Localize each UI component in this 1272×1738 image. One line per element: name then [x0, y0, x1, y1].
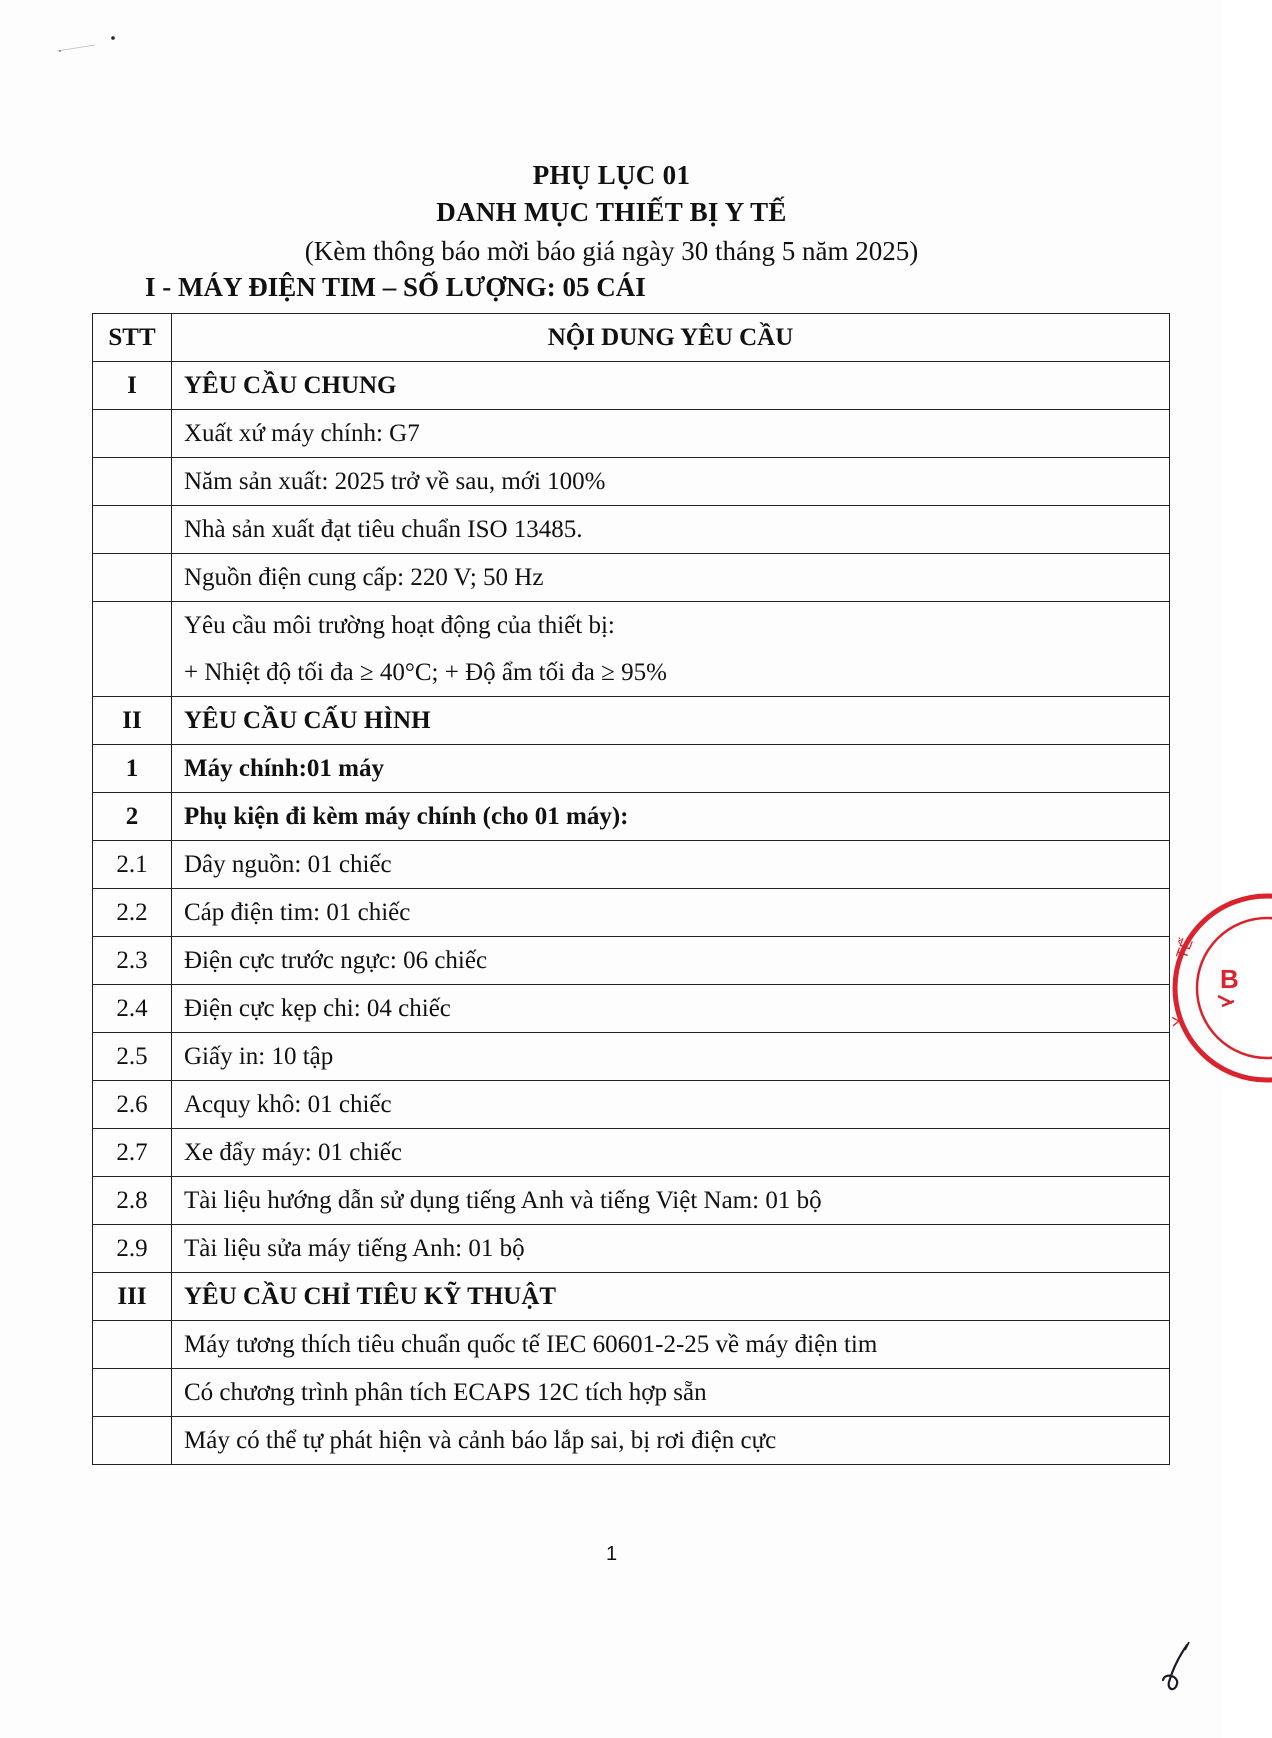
row-content: Tài liệu sửa máy tiếng Anh: 01 bộ	[172, 1225, 1170, 1273]
row-stt: 2.2	[93, 889, 172, 937]
table-row	[93, 458, 1170, 506]
page-number: 1	[605, 1543, 618, 1565]
row-stt: 2.8	[93, 1177, 172, 1225]
table-row	[93, 410, 1170, 458]
row-stt	[93, 506, 172, 554]
row-stt: 2.1	[93, 841, 172, 889]
row-stt	[93, 410, 172, 458]
row-stt: 2.7	[93, 1129, 172, 1177]
notice-note: (Kèm thông báo mời báo giá ngày 30 tháng 5 năm 2025)	[304, 236, 919, 266]
row-stt: 2	[93, 793, 172, 841]
table-row	[93, 506, 1170, 554]
row-stt	[93, 602, 172, 697]
row-stt	[93, 1369, 172, 1417]
table-row	[93, 985, 1170, 1033]
svg-text:TẾ: TẾ	[1173, 936, 1197, 962]
table-row	[93, 697, 1170, 745]
row-content: Giấy in: 10 tập	[172, 1033, 1170, 1081]
row-content: Nguồn điện cung cấp: 220 V; 50 Hz	[172, 554, 1170, 602]
row-content: Điện cực kẹp chi: 04 chiếc	[172, 985, 1170, 1033]
header-content: NỘI DUNG YÊU CẦU	[172, 314, 1170, 362]
table-row	[93, 1177, 1170, 1225]
row-content: Xuất xứ máy chính: G7	[172, 410, 1170, 458]
row-stt: 2.4	[93, 985, 172, 1033]
table-row	[93, 1273, 1170, 1321]
requirements-table	[92, 313, 1170, 1465]
row-stt: 1	[93, 745, 172, 793]
row-stt	[93, 1417, 172, 1465]
table-row	[93, 1225, 1170, 1273]
row-stt	[93, 554, 172, 602]
row-stt: 2.5	[93, 1033, 172, 1081]
svg-text:B: B	[1220, 964, 1239, 994]
table-row	[93, 1369, 1170, 1417]
table-row	[93, 793, 1170, 841]
signature-mark-icon	[1155, 1640, 1195, 1695]
row-stt: 2.6	[93, 1081, 172, 1129]
row-stt	[93, 1321, 172, 1369]
row-content: Acquy khô: 01 chiếc	[172, 1081, 1170, 1129]
row-content: Năm sản xuất: 2025 trở về sau, mới 100%	[172, 458, 1170, 506]
row-content: Máy chính:01 máy	[172, 745, 1170, 793]
row-content: Dây nguồn: 01 chiếc	[172, 841, 1170, 889]
svg-text:Y: Y	[1170, 1015, 1188, 1028]
table-row	[93, 362, 1170, 410]
table-row	[93, 1081, 1170, 1129]
row-stt: 2.3	[93, 937, 172, 985]
table-row	[93, 889, 1170, 937]
scan-speck	[55, 35, 125, 55]
table-row	[93, 745, 1170, 793]
appendix-title: PHỤ LỤC 01	[532, 160, 691, 190]
row-content: Tài liệu hướng dẫn sử dụng tiếng Anh và tiếng Việt Nam: 01 bộ	[172, 1177, 1170, 1225]
row-stt: II	[93, 697, 172, 745]
table-header-row	[93, 314, 1170, 362]
row-content-line-1: Yêu cầu môi trường hoạt động của thiết bị:	[184, 612, 615, 639]
table-row	[93, 841, 1170, 889]
table-row	[93, 554, 1170, 602]
row-content: Nhà sản xuất đạt tiêu chuẩn ISO 13485.	[172, 506, 1170, 554]
row-content: YÊU CẦU CHUNG	[172, 362, 1170, 410]
row-stt	[93, 458, 172, 506]
table-row	[93, 602, 1170, 697]
row-stt: 2.9	[93, 1225, 172, 1273]
table-row	[93, 1417, 1170, 1465]
row-content: Máy tương thích tiêu chuẩn quốc tế IEC 60601-2-25 về máy điện tim	[172, 1321, 1170, 1369]
table-row	[93, 1321, 1170, 1369]
section-heading: I - MÁY ĐIỆN TIM – SỐ LƯỢNG: 05 CÁI	[145, 272, 646, 302]
row-content: Cáp điện tim: 01 chiếc	[172, 889, 1170, 937]
row-content-line-2: + Nhiệt độ tối đa ≥ 40°C; + Độ ẩm tối đa ≥ 95%	[184, 659, 667, 686]
row-content: Phụ kiện đi kèm máy chính (cho 01 máy):	[172, 793, 1170, 841]
list-title: DANH MỤC THIẾT BỊ Y TẾ	[436, 197, 787, 227]
header-stt: STT	[93, 314, 172, 362]
row-content: Xe đẩy máy: 01 chiếc	[172, 1129, 1170, 1177]
table-row	[93, 1129, 1170, 1177]
row-stt: III	[93, 1273, 172, 1321]
row-content: Điện cực trước ngực: 06 chiếc	[172, 937, 1170, 985]
table-row	[93, 937, 1170, 985]
row-content	[172, 602, 1170, 697]
row-content: Máy có thể tự phát hiện và cảnh báo lắp sai, bị rơi điện cực	[172, 1417, 1170, 1465]
red-seal-stamp	[1172, 888, 1272, 1088]
row-content: YÊU CẦU CẤU HÌNH	[172, 697, 1170, 745]
table-row	[93, 1033, 1170, 1081]
row-content: YÊU CẦU CHỈ TIÊU KỸ THUẬT	[172, 1273, 1170, 1321]
row-stt: I	[93, 362, 172, 410]
row-content: Có chương trình phân tích ECAPS 12C tích hợp sẵn	[172, 1369, 1170, 1417]
